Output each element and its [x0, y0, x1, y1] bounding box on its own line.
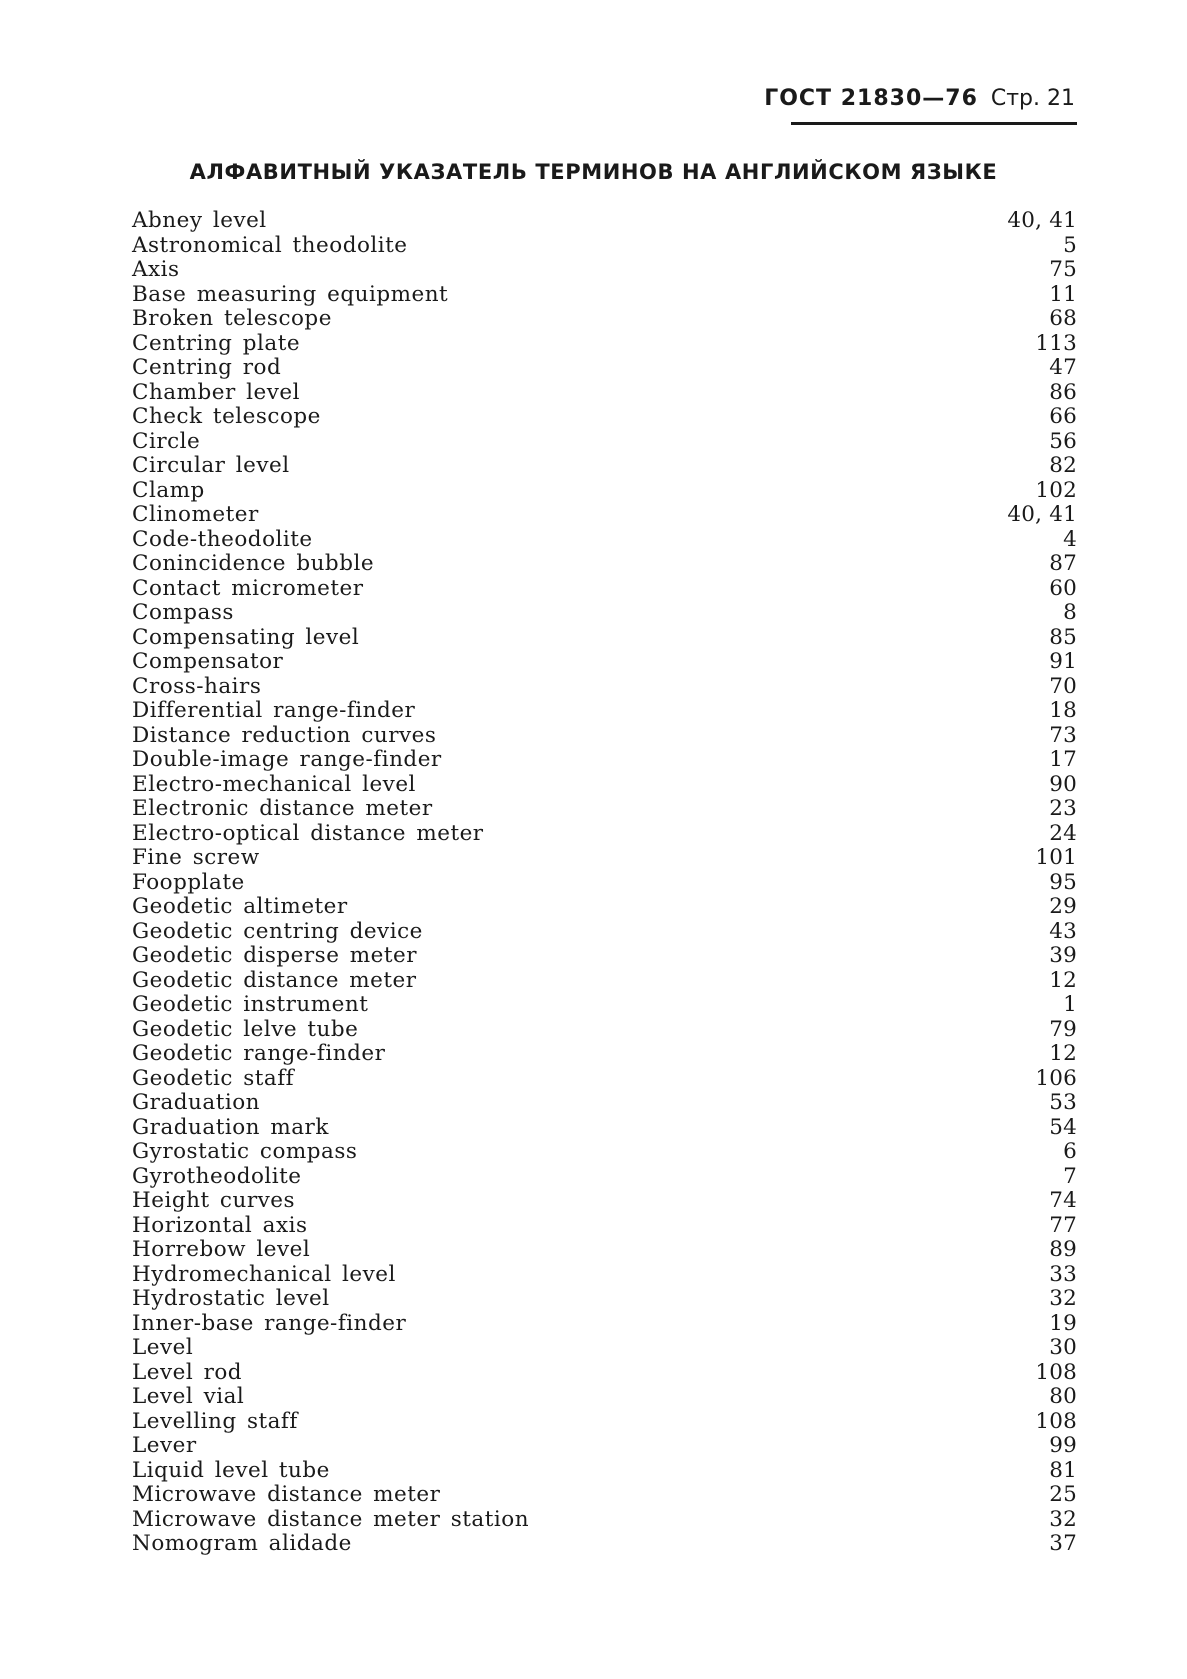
index-entry [132, 528, 1077, 553]
index-page-numbers: 6 [1063, 1139, 1077, 1164]
index-term: Height curves [132, 1188, 296, 1213]
index-page-numbers: 74 [1049, 1188, 1077, 1213]
index-term: Code-theodolite [132, 526, 313, 552]
index-entry [132, 479, 1077, 504]
index-entry [132, 1263, 1077, 1288]
index-term: Compensating level [132, 624, 360, 650]
index-entry [132, 822, 1077, 847]
index-term: Cross-hairs [132, 673, 262, 699]
index-entry [132, 601, 1077, 626]
index-entry [132, 1361, 1077, 1386]
index-term: Compass [132, 600, 234, 625]
index-entry [132, 650, 1077, 675]
index-term: Geodetic centring device [132, 918, 423, 944]
index-term: Conincidence bubble [132, 551, 375, 576]
index-entry [132, 724, 1077, 749]
index-page-numbers: 18 [1049, 698, 1077, 723]
index-entry [132, 503, 1077, 528]
index-page-numbers: 19 [1049, 1310, 1077, 1336]
index-entry [132, 1410, 1077, 1435]
index-page-numbers: 54 [1049, 1114, 1077, 1140]
index-term: Clinometer [132, 502, 259, 527]
index-term: Geodetic instrument [132, 992, 369, 1017]
index-page-numbers: 81 [1049, 1457, 1077, 1483]
index-entry [132, 969, 1077, 994]
index-entry [132, 1532, 1077, 1557]
index-term: Graduation [132, 1090, 261, 1115]
index-term: Level vial [132, 1384, 245, 1409]
standard-code: ГОСТ 21830—76 [764, 86, 978, 111]
index-term: Base measuring equipment [132, 281, 449, 307]
index-term: Graduation mark [132, 1114, 329, 1140]
index-entry [132, 258, 1077, 283]
index-page-numbers: 68 [1049, 306, 1077, 331]
index-entry [132, 1312, 1077, 1337]
index-page-numbers: 12 [1049, 967, 1077, 993]
index-page-numbers: 37 [1049, 1531, 1077, 1556]
index-entry [132, 773, 1077, 798]
index-entry [132, 871, 1077, 896]
index-term: Inner-base range-finder [132, 1310, 407, 1336]
index-term: Double-image range-finder [132, 747, 442, 772]
index-entry [132, 356, 1077, 381]
index-term: Fine screw [132, 845, 260, 870]
index-term: Axis [132, 257, 180, 282]
index-entry [132, 1067, 1077, 1092]
index-entry [132, 332, 1077, 357]
index-page-numbers: 70 [1049, 673, 1077, 699]
index-page-numbers: 113 [1035, 330, 1077, 356]
index-entry [132, 1116, 1077, 1141]
index-term: Geodetic distance meter [132, 967, 417, 993]
index-page-numbers: 82 [1049, 453, 1077, 478]
index-term: Hydrostatic level [132, 1286, 330, 1311]
index-page-numbers: 66 [1049, 404, 1077, 429]
index-term: Circle [132, 428, 201, 454]
index-term: Lever [132, 1433, 197, 1458]
index-page-numbers: 80 [1049, 1384, 1077, 1409]
index-page-numbers: 33 [1049, 1261, 1077, 1287]
index-entry [132, 797, 1077, 822]
index-page-numbers: 17 [1049, 747, 1077, 772]
index-entry [132, 1189, 1077, 1214]
index-page-numbers: 40, 41 [1007, 208, 1077, 233]
index-page-numbers: 12 [1049, 1041, 1077, 1066]
index-entry [132, 1140, 1077, 1165]
index-page-numbers: 108 [1035, 1359, 1077, 1385]
index-page-numbers: 25 [1049, 1482, 1077, 1507]
index-entry [132, 577, 1077, 602]
index-term: Geodetic disperse meter [132, 943, 418, 968]
index-term: Centring plate [132, 330, 301, 356]
index-page-numbers: 47 [1049, 355, 1077, 380]
index-entry [132, 895, 1077, 920]
index-entry [132, 381, 1077, 406]
index-entry [132, 993, 1077, 1018]
index-term: Hydromechanical level [132, 1261, 396, 1287]
index-entry [132, 454, 1077, 479]
index-entry [132, 748, 1077, 773]
index-entry [132, 1042, 1077, 1067]
index-page-numbers: 91 [1049, 649, 1077, 674]
index-entry [132, 430, 1077, 455]
header-rule [791, 122, 1077, 125]
index-page-numbers: 23 [1049, 796, 1077, 821]
index-term: Geodetic lelve tube [132, 1016, 359, 1042]
index-entry [132, 1508, 1077, 1533]
index-entry [132, 1165, 1077, 1190]
index-entry [132, 552, 1077, 577]
index-page-numbers: 73 [1049, 722, 1077, 748]
index-term: Check telescope [132, 404, 321, 429]
index-page-numbers: 32 [1049, 1506, 1077, 1532]
index-entry [132, 699, 1077, 724]
index-term: Clamp [132, 477, 205, 503]
index-term: Nomogram alidade [132, 1531, 352, 1556]
index-term: Abney level [132, 208, 267, 233]
index-page-numbers: 30 [1049, 1335, 1077, 1360]
index-page-numbers: 5 [1063, 232, 1077, 258]
index-page-numbers: 106 [1035, 1065, 1077, 1091]
index-entry [132, 209, 1077, 234]
index-page-numbers: 53 [1049, 1090, 1077, 1115]
index-page-numbers: 75 [1049, 257, 1077, 282]
index-term: Horrebow level [132, 1237, 311, 1262]
index-entry [132, 920, 1077, 945]
index-term: Chamber level [132, 379, 300, 405]
index-term: Electro-optical distance meter [132, 820, 484, 846]
index-term: Differential range-finder [132, 698, 416, 723]
index-page-numbers: 40, 41 [1007, 502, 1077, 527]
page-header [764, 86, 1075, 111]
index-page-numbers: 39 [1049, 943, 1077, 968]
index-term: Circular level [132, 453, 290, 478]
index-page-numbers: 87 [1049, 551, 1077, 576]
index-entry [132, 1483, 1077, 1508]
index-page-numbers: 7 [1063, 1163, 1077, 1189]
index-page-numbers: 85 [1049, 624, 1077, 650]
index-term: Centring rod [132, 355, 282, 380]
index-page-numbers: 89 [1049, 1237, 1077, 1262]
index-page-numbers: 8 [1063, 600, 1077, 625]
index-page-numbers: 77 [1049, 1212, 1077, 1238]
index-page-numbers: 101 [1035, 845, 1077, 870]
index-entry [132, 405, 1077, 430]
index-entry [132, 1434, 1077, 1459]
index-entry [132, 283, 1077, 308]
index-entry [132, 307, 1077, 332]
index-page-numbers: 4 [1063, 526, 1077, 552]
index-entry [132, 944, 1077, 969]
index-term: Geodetic range-finder [132, 1041, 386, 1066]
index-entry [132, 675, 1077, 700]
index-term: Compensator [132, 649, 284, 674]
index-entry [132, 1385, 1077, 1410]
index-entry [132, 1459, 1077, 1484]
index-term: Astronomical theodolite [132, 232, 408, 258]
index-entry [132, 1336, 1077, 1361]
index-page-numbers: 86 [1049, 379, 1077, 405]
index-term: Contact micrometer [132, 575, 364, 601]
index-term: Level rod [132, 1359, 243, 1385]
index-term: Levelling staff [132, 1408, 298, 1434]
index-page-numbers: 56 [1049, 428, 1077, 454]
index-page-numbers: 43 [1049, 918, 1077, 944]
index-term: Horizontal axis [132, 1212, 308, 1238]
index-page-numbers: 79 [1049, 1016, 1077, 1042]
index-entry [132, 234, 1077, 259]
index-entry [132, 846, 1077, 871]
index-page-numbers: 60 [1049, 575, 1077, 601]
index-entry [132, 1091, 1077, 1116]
index-page-numbers: 95 [1049, 869, 1077, 895]
index-entry [132, 1018, 1077, 1043]
index-page-numbers: 102 [1035, 477, 1077, 503]
index-term: Broken telescope [132, 306, 332, 331]
index-term: Electro-mechanical level [132, 771, 416, 797]
index-term: Microwave distance meter station [132, 1506, 530, 1532]
index-page-numbers: 32 [1049, 1286, 1077, 1311]
index-term: Level [132, 1335, 194, 1360]
index-term: Distance reduction curves [132, 722, 437, 748]
index-term: Gyrostatic compass [132, 1139, 358, 1164]
index-page-numbers: 90 [1049, 771, 1077, 797]
index-term: Foopplate [132, 869, 245, 895]
page-number: Стр. 21 [990, 86, 1075, 111]
index-page-numbers: 11 [1049, 281, 1077, 307]
index-term: Microwave distance meter [132, 1482, 441, 1507]
index-entry [132, 1238, 1077, 1263]
term-index-list [132, 209, 1077, 1557]
index-term: Geodetic altimeter [132, 894, 348, 919]
index-title: АЛФАВИТНЫЙ УКАЗАТЕЛЬ ТЕРМИНОВ НА АНГЛИЙСКОМ ЯЗЫКЕ [189, 160, 998, 184]
index-page-numbers: 1 [1063, 992, 1077, 1017]
index-entry [132, 1287, 1077, 1312]
index-page-numbers: 99 [1049, 1433, 1077, 1458]
index-term: Gyrotheodolite [132, 1163, 302, 1189]
index-term: Electronic distance meter [132, 796, 433, 821]
index-page-numbers: 24 [1049, 820, 1077, 846]
index-page-numbers: 29 [1049, 894, 1077, 919]
index-term: Liquid level tube [132, 1457, 330, 1483]
index-page-numbers: 108 [1035, 1408, 1077, 1434]
index-term: Geodetic staff [132, 1065, 295, 1091]
index-entry [132, 1214, 1077, 1239]
index-entry [132, 626, 1077, 651]
